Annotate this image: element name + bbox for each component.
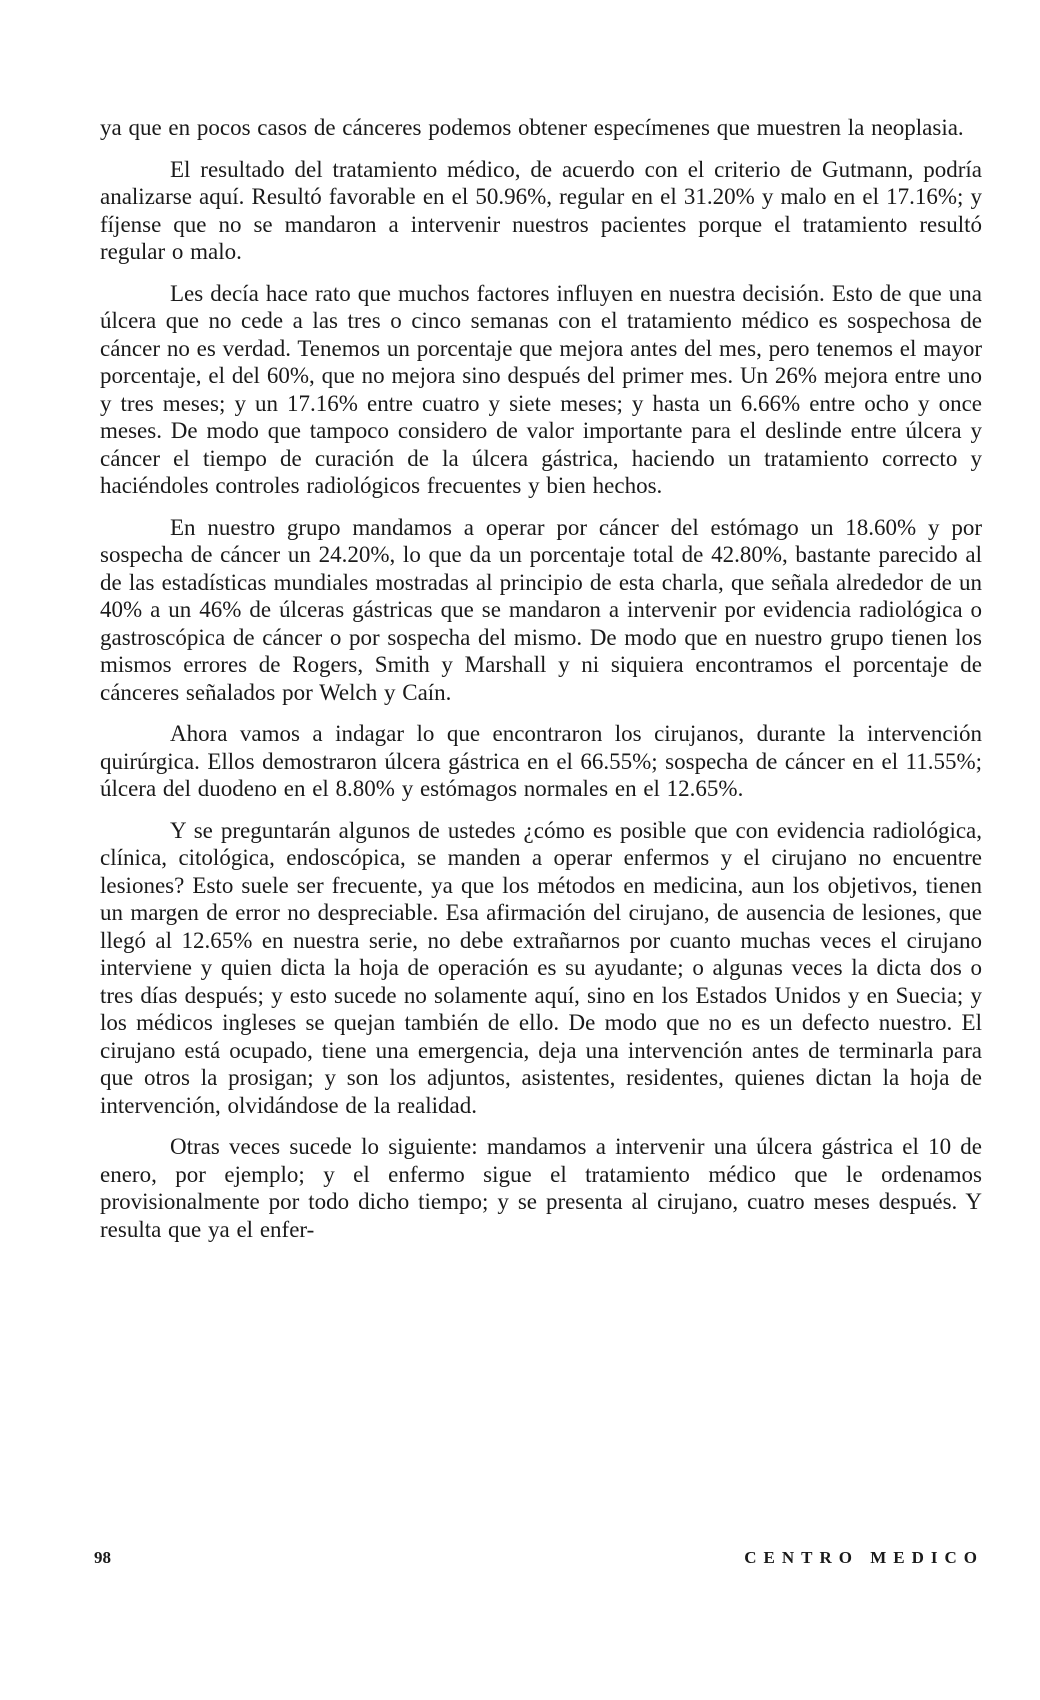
paragraph-continued: ya que en pocos casos de cánceres podemos obtener especímenes que muestren la neoplasia. [100, 115, 964, 140]
page-footer [94, 1548, 984, 1578]
paragraph-surgery-referral: En nuestro grupo mandamos a operar por cáncer del estómago un 18.60% y por sospecha de cáncer un 24.20%, lo que da un porcentaje total de 42.80%, bastante parecido al de las estadísticas mundiales mostradas al principio de esta charla, que señala alrededor de un 40% a un 46% de úlceras gástricas que se mandaron a intervenir por evidencia radiológica o gastroscópica de cáncer o por sospecha del mismo. De modo que en nuestro grupo tienen los mismos errores de Rogers, Smith y Marshall y ni siquiera encontramos el porcentaje de cánceres señalados por Welch y Caín. [100, 514, 982, 705]
paragraph-decision-factors: Les decía hace rato que muchos factores influyen en nuestra decisión. Esto de que una úlcera que no cede a las tres o cinco semanas con el tratamiento médico es sospechosa de cáncer no es verdad. Tenemos un porcentaje que mejora antes del mes, pero tenemos el mayor porcentaje, el del 60%, que no mejora sino después del primer mes. Un 26% mejora entre uno y tres meses; y un 17.16% entre cuatro y siete meses; y hasta un 6.66% entre ocho y once meses. De modo que tampoco considero de valor importante para el deslinde entre úlcera y cáncer el tiempo de curación de la úlcera gástrica, haciendo un tratamiento correcto y haciéndoles controles radiológicos frecuentes y bien hechos. [100, 280, 982, 498]
paragraph-other-cases: Otras veces sucede lo siguiente: mandamos a intervenir una úlcera gástrica el 10 de enero, por ejemplo; y el enfermo sigue el tratamiento médico que le ordenamos provisionalmente por todo dicho tiempo; y se presenta al cirujano, cuatro meses después. Y resulta que ya el enfer- [100, 1134, 982, 1242]
page-body [100, 114, 982, 1243]
page-number: 98 [94, 1548, 111, 1567]
running-title: CENTRO MEDICO [744, 1548, 984, 1567]
paragraph-surgical-findings: Ahora vamos a indagar lo que encontraron los cirujanos, durante la intervención quirúrgica. Ellos demostraron úlcera gástrica en el 66.55%; sospecha de cáncer en el 11.55%; úlcera del duodeno en el 8.80% y estómagos normales en el 12.65%. [100, 721, 982, 801]
paragraph-medical-treatment-result: El resultado del tratamiento médico, de acuerdo con el criterio de Gutmann, podría analizarse aquí. Resultó favorable en el 50.96%, regular en el 31.20% y malo en el 17.16%; y fíjense que no se mandaron a intervenir nuestros pacientes porque el tratamiento resultó regular o malo. [100, 156, 982, 264]
paragraph-surgeon-error: Y se preguntarán algunos de ustedes ¿cómo es posible que con evidencia radiológica, clínica, citológica, endoscópica, se manden a operar enfermos y el cirujano no encuentre lesiones? Esto suele ser frecuente, ya que los métodos en medicina, aun los objetivos, tienen un margen de error no despreciable. Esa afirmación del cirujano, de ausencia de lesiones, que llegó al 12.65% en nuestra serie, no debe extrañarnos por cuanto muchas veces el cirujano interviene y quien dicta la hoja de operación es su ayudante; o algunas veces la dicta dos o tres días después; y esto sucede no solamente aquí, sino en los Estados Unidos y en Suecia; y los médicos ingleses se quejan también de ello. De modo que no es un defecto nuestro. El cirujano está ocupado, tiene una emergencia, deja una intervención antes de terminarla para que otros la prosigan; y son los adjuntos, asistentes, residentes, quienes dictan la hoja de intervención, olvidándose de la realidad. [100, 817, 982, 1118]
